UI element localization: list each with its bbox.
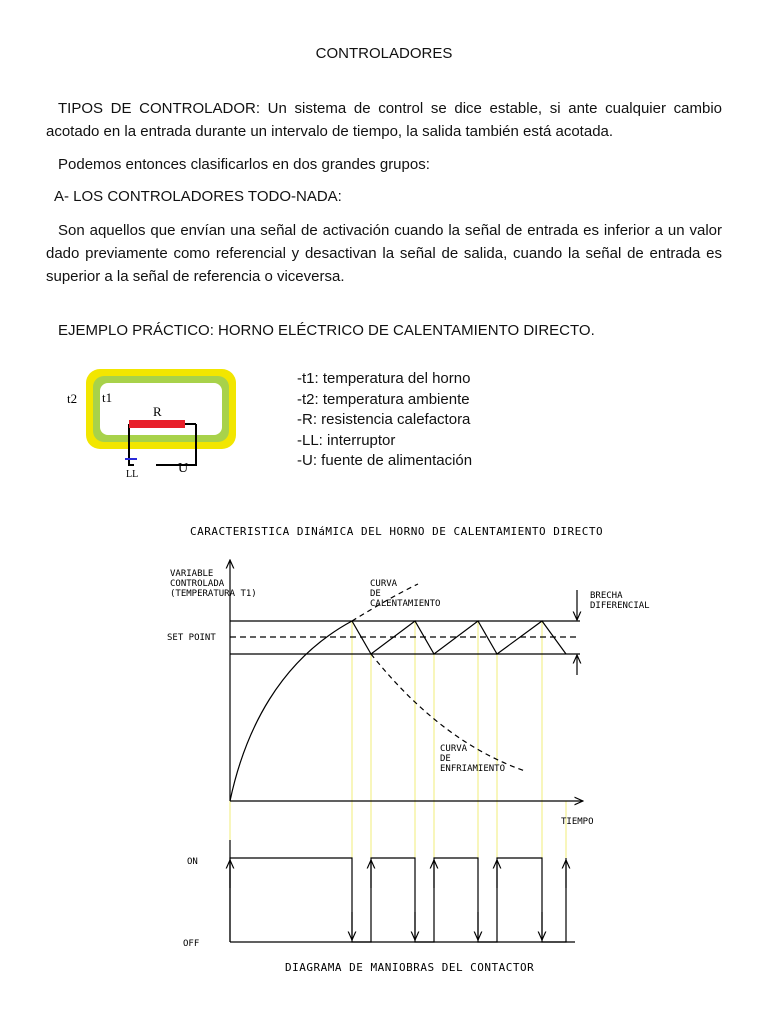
contactor-diagram-title: DIAGRAMA DE MANIOBRAS DEL CONTACTOR xyxy=(285,961,535,974)
y-axis-label-1: VARIABLE xyxy=(170,569,214,579)
legend-item: -LL: interruptor xyxy=(297,431,396,449)
x-axis-label: TIEMPO xyxy=(561,817,594,827)
y-axis-label-3: (TEMPERATURA T1) xyxy=(170,589,257,599)
label-r: R xyxy=(153,404,162,419)
label-u: U xyxy=(178,461,189,476)
band-label-1: BRECHA xyxy=(590,591,623,601)
label-t1: t1 xyxy=(102,390,113,405)
band-label-2: DIFERENCIAL xyxy=(590,601,650,611)
label-t2: t2 xyxy=(67,391,78,406)
cooling-curve-label-2: DE xyxy=(440,754,451,764)
chart-title: CARACTERISTICA DINáMICA DEL HORNO DE CALENTAMIENTO DIRECTO xyxy=(190,525,604,538)
legend-item: -U: fuente de alimentación xyxy=(297,452,473,469)
paragraph-on-off xyxy=(46,219,722,288)
set-point-label: SET POINT xyxy=(167,633,216,643)
variable-legend xyxy=(297,369,472,472)
section-heading-a: A- LOS CONTROLADORES TODO-NADA: xyxy=(54,188,342,205)
y-axis-label-2: CONTROLADA xyxy=(170,579,225,589)
contactor-signal xyxy=(230,858,566,942)
label-ll: LL xyxy=(126,469,139,480)
off-label: OFF xyxy=(183,939,200,949)
paragraph-on-off-text: Son aquellos que envían una señal de activación cuando la señal de entrada es inferior a un valor dado previamente como referencial y desactivan la señal de salida, cuando la señal de entrada es superior a la señal de referencia o viceversa. xyxy=(46,222,722,285)
legend-item: -t1: temperatura del horno xyxy=(297,370,471,387)
switching-guides xyxy=(230,621,566,942)
resistor-r xyxy=(129,420,185,428)
paragraph-types xyxy=(46,97,722,143)
plot-area xyxy=(230,560,583,942)
legend-item: -R: resistencia calefactora xyxy=(297,411,471,428)
heating-curve xyxy=(230,621,352,801)
cooling-curve-label-1: CURVA xyxy=(440,744,468,754)
heating-curve-label-1: CURVA xyxy=(370,579,398,589)
page-title: CONTROLADORES xyxy=(315,45,453,62)
cooling-curve-label-3: ENFRIAMIENTO xyxy=(440,764,506,774)
paragraph-groups: Podemos entonces clasificarlos en dos grandes grupos: xyxy=(58,156,430,173)
on-label: ON xyxy=(187,857,198,867)
legend-item: -t2: temperatura ambiente xyxy=(297,390,470,408)
paragraph-types-text: TIPOS DE CONTROLADOR: Un sistema de control se dice estable, si ante cualquier cambio acotado en la entrada durante un intervalo de tiempo, la salida también está acotada. xyxy=(46,100,722,140)
heating-curve-label-3: CALENTAMIENTO xyxy=(370,599,441,609)
example-heading: EJEMPLO PRÁCTICO: HORNO ELÉCTRICO DE CALENTAMIENTO DIRECTO. xyxy=(58,322,595,339)
dynamic-characteristic-chart xyxy=(0,500,768,990)
oven-schematic xyxy=(60,365,280,485)
heating-curve-label-2: DE xyxy=(370,589,381,599)
